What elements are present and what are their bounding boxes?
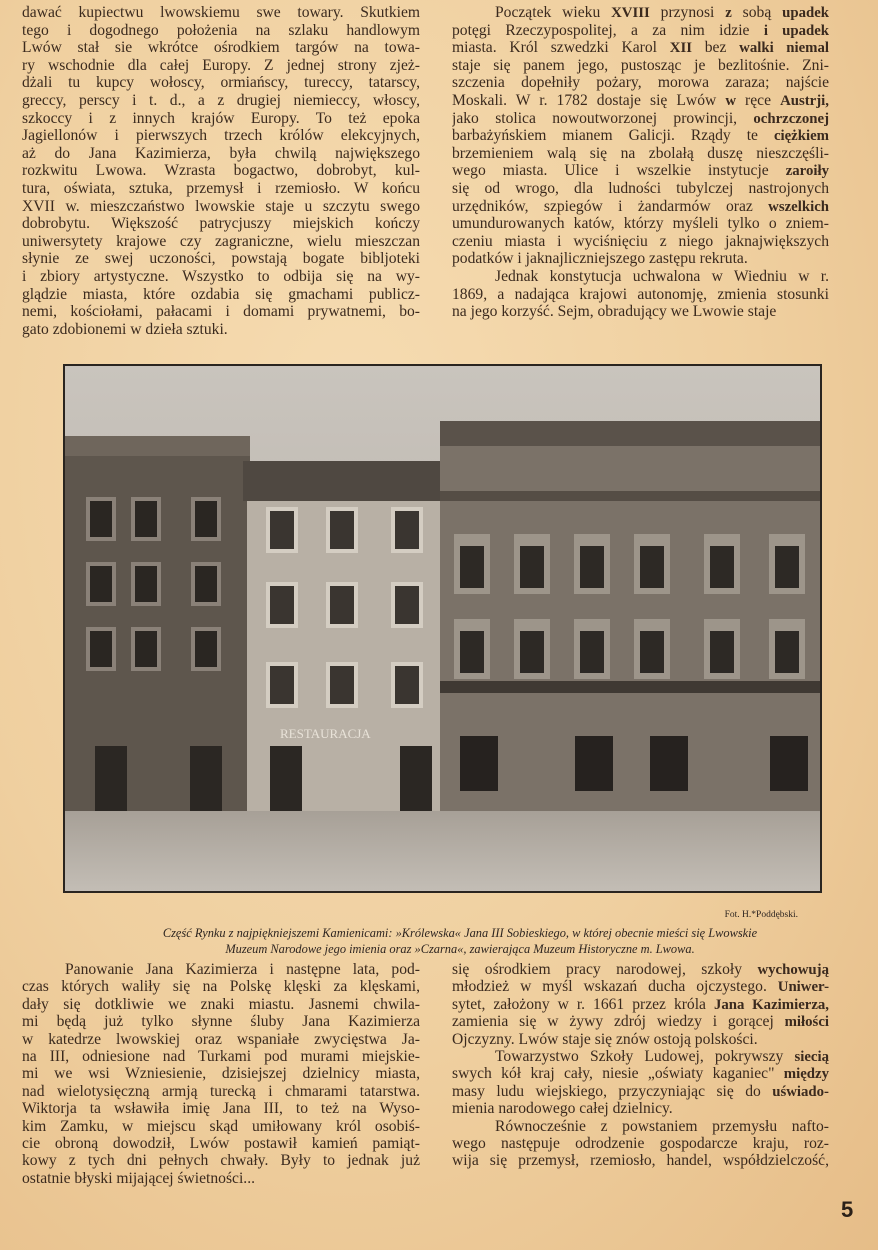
bold-text: uświado- bbox=[772, 1083, 829, 1100]
text-segment: dobrobytu. Większość patrycjuszy miejskich kończy bbox=[22, 215, 420, 233]
text-line bbox=[22, 250, 420, 268]
window bbox=[330, 511, 354, 549]
text-line bbox=[452, 1031, 829, 1048]
text-segment: Ojczyzny. Lwów staje się znów ostoją polskości. bbox=[452, 1030, 758, 1048]
text-segment: wija się przemysł, rzemiosło, handel, współdzielczość, bbox=[452, 1152, 829, 1170]
text-line bbox=[452, 198, 829, 216]
window bbox=[460, 736, 498, 791]
window bbox=[195, 566, 217, 602]
bold-text: walki niemal bbox=[739, 40, 829, 57]
text-segment: mi we wsi Wzniesienie, dzisiejszej dzielnicy miasta, bbox=[22, 1065, 420, 1083]
text-line bbox=[22, 1118, 420, 1135]
photo-rynek-kamienice bbox=[63, 364, 822, 893]
text-segment: uniwersytety krajowe czy zagraniczne, wielu mieszczan bbox=[22, 232, 420, 250]
text-line bbox=[452, 22, 829, 40]
text-line bbox=[22, 145, 420, 163]
bold-text: wszelkich bbox=[768, 198, 829, 215]
text-segment: dały się dotkliwie we znaki miastu. Jasnemi chwila- bbox=[22, 995, 420, 1013]
text-line bbox=[22, 1100, 420, 1117]
window bbox=[650, 736, 688, 791]
bold-text: Austrji, bbox=[780, 92, 829, 109]
text-segment: Równocześnie z powstaniem przemysłu nafto- bbox=[495, 1117, 829, 1135]
caption-line-2: Muzeum Narodowe jego imienia oraz »Czarna«, zawierająca Muzeum Historyczne m. Lwowa. bbox=[225, 941, 695, 956]
text-segment: potęgi Rzeczypospolitej, a za nim idzie bbox=[452, 21, 764, 39]
text-segment: umundurowanych katów, którzy myśleli tylko o zniem- bbox=[452, 215, 829, 233]
bold-text: Jana Kazimierza, bbox=[713, 996, 829, 1013]
text-line bbox=[22, 215, 420, 233]
text-segment: szczenia dopełniły pożary, morowa zaraza; najście bbox=[452, 74, 829, 92]
caption-line-1: Część Rynku z najpiękniejszemi Kamienicami: »Królewska« Jana III Sobieskiego, w której obecnie mieści się Lwowskie bbox=[162, 926, 758, 940]
text-segment: podatków i jaknajliczniejszego zastępu rekruta. bbox=[452, 250, 748, 268]
window bbox=[460, 631, 484, 673]
text-line bbox=[22, 162, 420, 180]
text-line bbox=[22, 110, 420, 128]
text-segment: się ośrodkiem pracy narodowej, szkoły bbox=[452, 961, 758, 978]
window bbox=[270, 511, 294, 549]
bold-text: upadek bbox=[782, 5, 829, 21]
text-segment: sytet, założony w r. 1661 przez króla bbox=[452, 995, 714, 1013]
window bbox=[90, 566, 112, 602]
text-segment: i zbiory artystyczne. Wszystko to odbija się na wy- bbox=[22, 267, 420, 285]
text-segment: na jego korzyść. Sejm, obradujący we Lwowie staje bbox=[452, 303, 777, 321]
text-line bbox=[452, 286, 829, 304]
text-segment: 1869, a nadająca krajowi autonomję, zmienia stosunki bbox=[452, 285, 829, 303]
text-segment: mi będą już tylko słynne śluby Jana Kazimierza bbox=[22, 1013, 420, 1031]
text-line bbox=[22, 180, 420, 198]
text-line bbox=[452, 1152, 829, 1169]
text-line bbox=[452, 250, 829, 268]
window bbox=[400, 746, 432, 811]
window bbox=[270, 666, 294, 704]
text-segment: sobą bbox=[731, 4, 783, 21]
text-segment: cie obroną dowodził, Lwów postawił kamień pamiąt- bbox=[22, 1134, 420, 1152]
text-line bbox=[452, 996, 829, 1013]
text-line bbox=[452, 180, 829, 198]
text-line bbox=[452, 215, 829, 233]
text-column-top-left bbox=[22, 4, 420, 338]
text-line bbox=[452, 268, 829, 286]
text-line bbox=[452, 1065, 829, 1082]
text-segment: staje się panem jego, pustosząc je bezlitośnie. Zni- bbox=[452, 56, 829, 74]
text-segment: dżali tu kupcy wołoscy, ormiańscy, tureccy, tatarscy, bbox=[22, 74, 420, 92]
bold-text: wychowują bbox=[757, 962, 829, 978]
window bbox=[270, 746, 302, 811]
text-segment: młodzież w myśl wskazań ducha ojczystego. bbox=[452, 978, 778, 996]
text-segment: nad wielotysięczną armją turecką i chmarami tatarstwa. bbox=[22, 1082, 420, 1100]
text-line bbox=[22, 996, 420, 1013]
text-segment: Początek wieku bbox=[495, 4, 612, 21]
text-line bbox=[22, 978, 420, 995]
text-segment: urzędników, szpiegów i żandarmów oraz bbox=[452, 197, 769, 215]
text-segment: Towarzystwo Szkoły Ludowej, pokrywszy bbox=[495, 1047, 795, 1065]
text-segment: ry wschodnie dla całej Europy. Z jednej strony zjeż- bbox=[22, 56, 420, 74]
text-segment: kim Zamku, w miejscu skąd umiłowany król osobiś- bbox=[22, 1117, 420, 1135]
text-line bbox=[22, 92, 420, 110]
text-line bbox=[22, 286, 420, 304]
window bbox=[135, 631, 157, 667]
bold-text: z bbox=[725, 5, 732, 21]
text-line bbox=[22, 39, 420, 57]
text-segment: słynie ze swej uczoności, powstają bogate bibljoteki bbox=[22, 250, 420, 268]
text-segment: przynosi bbox=[649, 4, 726, 21]
text-segment: aż do Jana Kazimierza, była chwilą największego bbox=[22, 144, 420, 162]
window bbox=[395, 666, 419, 704]
text-segment: Jednak konstytucja uchwalona w Wiedniu w r. bbox=[495, 267, 829, 285]
text-segment: Wiktorja ta wsławiła imię Jana III, to też na Wyso- bbox=[22, 1100, 420, 1118]
window bbox=[520, 631, 544, 673]
text-segment: zamienia się w żywy zdrój wiedzy i gorącej bbox=[452, 1013, 785, 1031]
window bbox=[520, 546, 544, 588]
bold-text: między bbox=[783, 1066, 829, 1083]
text-line bbox=[452, 233, 829, 251]
text-segment: czeniu miasta i wyciśnięciu z niego jaknajwiększych bbox=[452, 232, 829, 250]
text-segment: masy ludu wiejskiego, przyczyniając się do bbox=[452, 1082, 773, 1100]
bold-text: i upadek bbox=[763, 22, 829, 39]
bold-text: siecią bbox=[794, 1048, 829, 1065]
text-segment: XVII w. mieszczaństwo lwowskie staje u szczytu swego bbox=[22, 197, 420, 215]
text-line bbox=[22, 57, 420, 75]
text-segment: szkoccy i z innych krajów Europy. To też epoka bbox=[22, 109, 420, 127]
text-column-bottom-left bbox=[22, 961, 420, 1187]
text-line bbox=[452, 1135, 829, 1152]
text-column-top-right bbox=[452, 4, 829, 321]
text-segment: Panowanie Jana Kazimierza i następne lata, pod- bbox=[65, 961, 420, 978]
text-line bbox=[452, 303, 829, 321]
window bbox=[395, 586, 419, 624]
text-segment: gato zdobionemi w dzieła sztuki. bbox=[22, 320, 228, 338]
text-segment: wego następuje odrodzenie gospodarcze kraju, roz- bbox=[452, 1134, 829, 1152]
text-line bbox=[452, 162, 829, 180]
text-line bbox=[22, 1031, 420, 1048]
window bbox=[195, 501, 217, 537]
text-line bbox=[452, 4, 829, 22]
text-segment: ostatnie błyski mijającej świetności... bbox=[22, 1169, 255, 1187]
text-segment: bez bbox=[691, 39, 740, 57]
text-line bbox=[452, 92, 829, 110]
text-segment: w katedrze lwowskiej oraz wspaniałe zwycięstwa Ja- bbox=[22, 1030, 420, 1048]
text-line bbox=[452, 110, 829, 128]
text-segment: swych kół kraj cały, niesie „oświaty kaganiec" bbox=[452, 1065, 784, 1083]
window bbox=[95, 746, 127, 811]
bold-text: miłości bbox=[784, 1014, 829, 1031]
text-line bbox=[452, 57, 829, 75]
bold-text: Uniwer- bbox=[777, 979, 829, 996]
window bbox=[580, 546, 604, 588]
text-line bbox=[452, 145, 829, 163]
window bbox=[330, 666, 354, 704]
page-number: 5 bbox=[841, 1197, 854, 1222]
text-segment: nemi, kościołami, pałacami i domami prywatnemi, bo- bbox=[22, 303, 420, 321]
text-line bbox=[22, 1152, 420, 1169]
text-segment: dawać kupiectwu lwowskiemu swe towary. Skutkiem bbox=[22, 4, 420, 21]
text-line bbox=[22, 127, 420, 145]
text-line bbox=[22, 1135, 420, 1152]
text-line bbox=[22, 4, 420, 22]
bold-text: ochrzczonej bbox=[753, 110, 829, 127]
bold-text: XII bbox=[669, 40, 692, 57]
text-segment: jako stolica nowoutworzonej prowincji, bbox=[452, 109, 754, 127]
bold-text: zaroiły bbox=[785, 163, 829, 180]
text-line bbox=[452, 74, 829, 92]
text-segment: czas których waliły się na Polskę klęski za klęskami, bbox=[22, 978, 420, 996]
text-segment: tura, oświata, sztuka, przemysł i rzemiosło. W końcu bbox=[22, 179, 420, 197]
text-segment: ręce bbox=[736, 91, 781, 109]
window bbox=[775, 631, 799, 673]
text-line bbox=[22, 22, 420, 40]
window bbox=[395, 511, 419, 549]
text-line bbox=[452, 1083, 829, 1100]
window bbox=[640, 631, 664, 673]
text-line bbox=[22, 1048, 420, 1065]
window bbox=[270, 586, 294, 624]
text-line bbox=[22, 321, 420, 339]
text-segment: mienia narodowego całej dzielnicy. bbox=[452, 1100, 673, 1118]
text-line bbox=[22, 1083, 420, 1100]
text-line bbox=[452, 978, 829, 995]
photo-credit: Fot. H.*Poddębski. bbox=[724, 910, 798, 920]
text-segment: barbażyńskiem mianem Galicji. Rządy te bbox=[452, 127, 774, 145]
text-segment: Jagiellonów i pierwszych trzech królów elekcyjnych, bbox=[22, 127, 420, 145]
text-segment: Moskali. W r. 1782 dostaje się Lwów bbox=[452, 91, 726, 109]
text-segment: greccy, perscy i t. d., a z drugiej niemieccy, włoscy, bbox=[22, 91, 420, 109]
text-column-bottom-right bbox=[452, 961, 829, 1170]
text-line bbox=[22, 1170, 420, 1187]
window bbox=[775, 546, 799, 588]
window bbox=[90, 501, 112, 537]
window bbox=[135, 501, 157, 537]
text-segment: tego i dogodnego położenia na szlaku handlowym bbox=[22, 21, 420, 39]
text-segment: Lwów stał sie wkrótce ośrodkiem targów na towa- bbox=[22, 39, 420, 57]
text-line bbox=[452, 961, 829, 978]
window bbox=[640, 546, 664, 588]
restaurant-sign: RESTAURACJA bbox=[280, 726, 371, 741]
text-segment: rozkwitu Lwowa. Wzrasta bogactwo, dobrobyt, kul- bbox=[22, 162, 420, 180]
bold-text: XVIII bbox=[611, 5, 650, 21]
text-line bbox=[22, 268, 420, 286]
window bbox=[710, 631, 734, 673]
window bbox=[770, 736, 808, 791]
photo-caption bbox=[100, 926, 820, 957]
text-line bbox=[22, 233, 420, 251]
text-line bbox=[452, 1118, 829, 1135]
text-segment: brzemieniem walą się na zbolałą duszę nieszczęśli- bbox=[452, 144, 829, 162]
window bbox=[580, 631, 604, 673]
window bbox=[710, 546, 734, 588]
window bbox=[460, 546, 484, 588]
text-line bbox=[22, 961, 420, 978]
text-line bbox=[22, 1065, 420, 1082]
text-segment: na III, odniesione nad Turkami pod murami miejskie- bbox=[22, 1047, 420, 1065]
bold-text: ciężkiem bbox=[773, 128, 829, 145]
window bbox=[135, 566, 157, 602]
text-line bbox=[452, 1013, 829, 1030]
text-line bbox=[22, 303, 420, 321]
text-line bbox=[452, 127, 829, 145]
window bbox=[330, 586, 354, 624]
text-line bbox=[452, 1048, 829, 1065]
text-line bbox=[452, 1100, 829, 1117]
text-line bbox=[22, 1013, 420, 1030]
window bbox=[575, 736, 613, 791]
bold-text: w bbox=[725, 92, 736, 109]
text-segment: wego miasta. Ulice i wszelkie instytucje bbox=[452, 162, 786, 180]
text-segment: miasta. Król szwedzki Karol bbox=[452, 39, 670, 57]
window bbox=[190, 746, 222, 811]
text-segment: się od wrogo, dla ludności tubylczej nastrojonych bbox=[452, 179, 829, 197]
text-line bbox=[452, 39, 829, 57]
text-line bbox=[22, 198, 420, 216]
window bbox=[195, 631, 217, 667]
text-segment: glądzie miasta, które ozdabia się gmachami publicz- bbox=[22, 285, 420, 303]
text-line bbox=[22, 74, 420, 92]
text-segment: kowy z tych dni pełnych chwały. Były to jednak już bbox=[22, 1152, 420, 1170]
window bbox=[90, 631, 112, 667]
